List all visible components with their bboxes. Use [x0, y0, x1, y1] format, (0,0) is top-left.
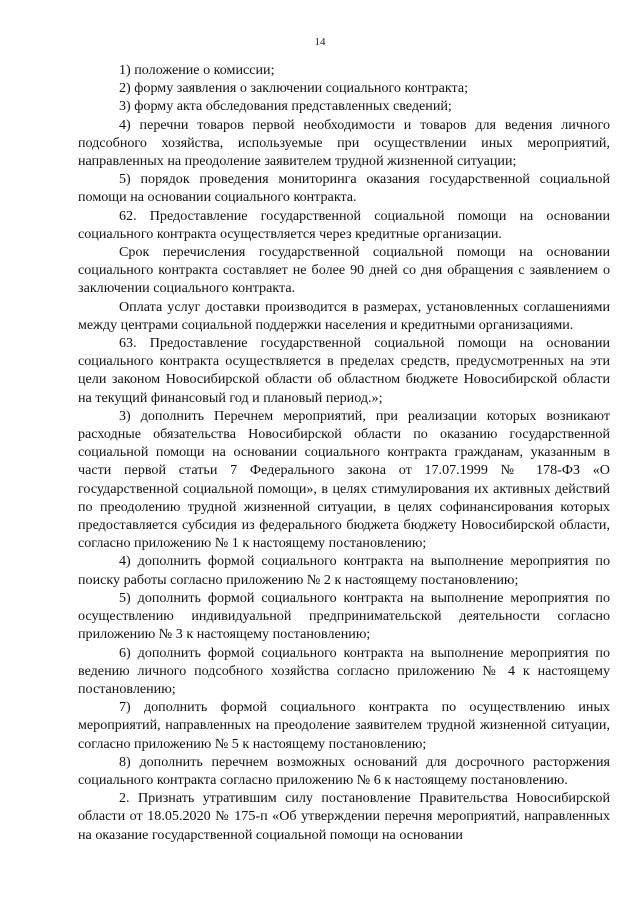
paragraph-6: 62. Предоставление государственной социальной помощи на основании социального контракта осуществляется через кредитные организации.: [78, 207, 610, 242]
paragraph-7: Срок перечисления государственной социальной помощи на основании социального контракта составляет не более 90 дней со дня обращения с заявлением о заключении социального контракта.: [78, 244, 610, 297]
paragraph-15: 8) дополнить перечнем возможных оснований для досрочного расторжения социального контракта согласно приложению № 6 к настоящему постановлению.: [78, 753, 610, 788]
paragraph-11: 4) дополнить формой социального контракта на выполнение мероприятия по поиску работы согласно приложению № 2 к настоящему постановлению;: [78, 553, 610, 588]
paragraph-2: 2) форму заявления о заключении социального контракта;: [119, 80, 469, 97]
paragraph-14: 7) дополнить формой социального контракта по осуществлению иных мероприятий, направленных на преодоление заявителем трудной жизненной ситуации, согласно приложению № 5 к настоящему постановлению;: [78, 699, 610, 752]
paragraph-4: 4) перечни товаров первой необходимости и товаров для ведения личного подсобного хозяйства, используемые при осуществлении иных мероприятий, направленных на преодоление заявителем трудной жизненной ситуации;: [78, 116, 610, 170]
page-number: 14: [314, 36, 326, 48]
paragraph-13: 6) дополнить формой социального контракта на выполнение мероприятия по ведению личного подсобного хозяйства согласно приложению № 4 к настоящему постановлению;: [78, 644, 610, 697]
document-body: [78, 61, 610, 844]
paragraph-10: 3) дополнить Перечнем мероприятий, при реализации которых возникают расходные обязательства Новосибирской области по оказанию государственной социальной помощи на основании социального контракта гражданам, указанным в части первой статьи 7 Федерального закона от 17.07.1999 № 178-ФЗ «О государственной социальной помощи», в целях стимулирования их активных действий по преодолению трудной жизненной ситуации, в целях софинансирования которых предоставляется субсидия из федерального бюджета бюджету Новосибирской области, согласно приложению № 1 к настоящему постановлению;: [78, 407, 610, 552]
paragraph-5: 5) порядок проведения мониторинга оказания государственной социальной помощи на основании социального контракта.: [78, 171, 610, 206]
paragraph-8: Оплата услуг доставки производится в размерах, установленных соглашениями между центрами социальной поддержки населения и кредитными организациями.: [78, 298, 610, 333]
paragraph-16: 2. Признать утратившим силу постановление Правительства Новосибирской области от 18.05.2020 № 175-п «Об утверждении перечня мероприятий, направленных на оказание государственной социальной помощи на основании: [78, 790, 610, 843]
paragraph-9: 63. Предоставление государственной социальной помощи на основании социального контракта осуществляется в пределах средств, предусмотренных на эти цели законом Новосибирской области об областном бюджете Новосибирской области на текущий финансовый год и плановый период.»;: [78, 335, 610, 406]
paragraph-3: 3) форму акта обследования представленных сведений;: [119, 98, 452, 115]
paragraph-12: 5) дополнить формой социального контракта на выполнение мероприятия по осуществлению индивидуальной предпринимательской деятельности согласно приложению № 3 к настоящему постановлению;: [78, 589, 610, 643]
paragraph-1: 1) положение о комиссии;: [119, 62, 275, 78]
